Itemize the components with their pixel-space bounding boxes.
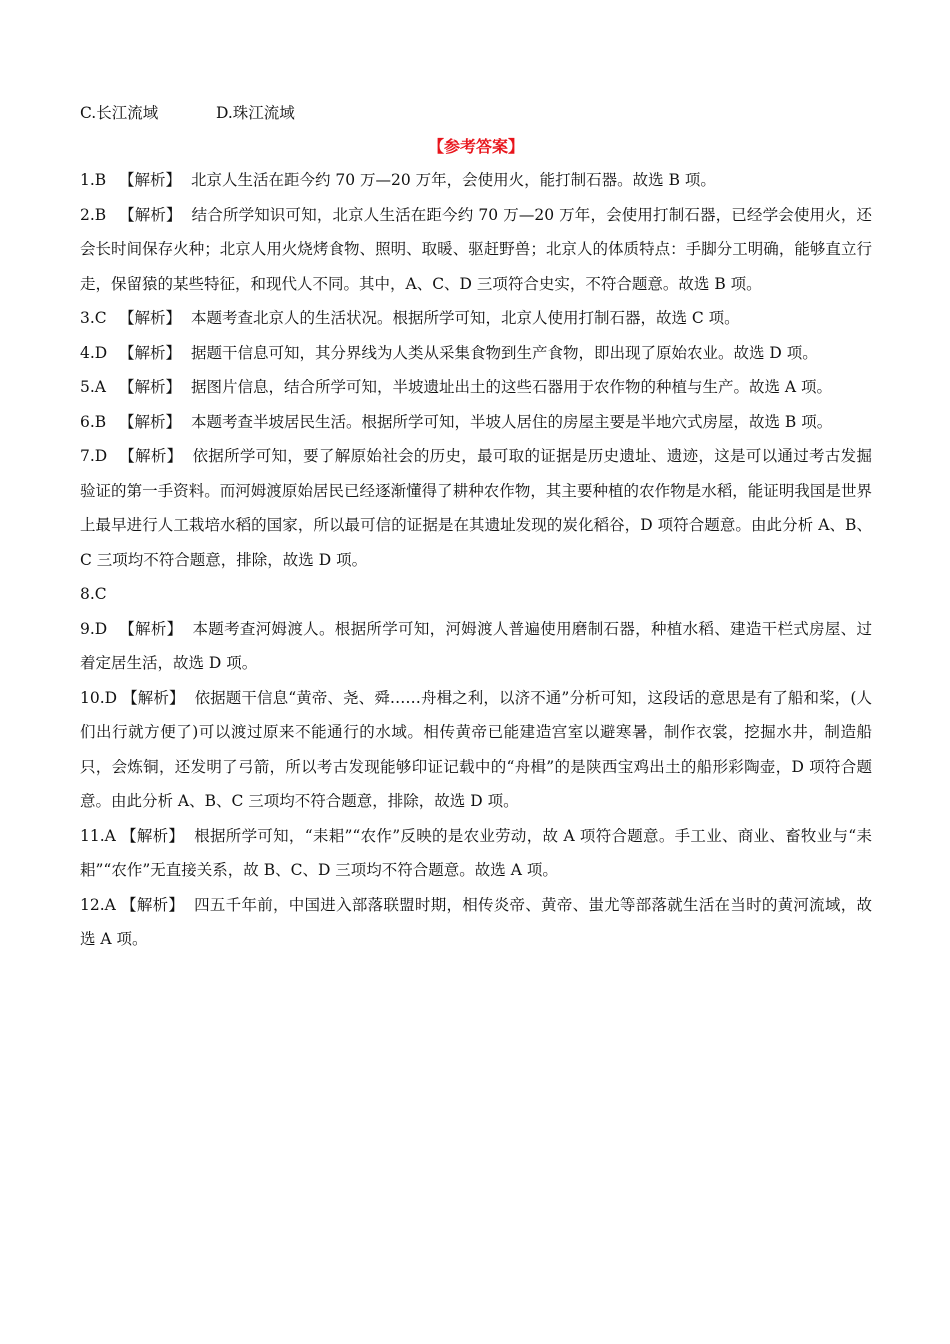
answer-number: 8.C (80, 585, 107, 603)
analysis-tag: 【解析】 (118, 343, 181, 362)
document-page (80, 100, 872, 957)
answer-number: 6.B (80, 412, 107, 431)
answer-number: 9.D (80, 619, 108, 638)
answer-text: 本题考查半坡居民生活。根据所学可知，半坡人居住的房屋主要是半地穴式房屋，故选 B 项。 (190, 412, 833, 431)
answer-text: 依据题干信息“黄帝、尧、舜……舟楫之利，以济不通”分析可知，这段话的意思是有了船和桨，(人们出行就方便了)可以渡过原来不能通行的水域。相传黄帝已能建造宫室以避寒暑，制作衣裳，挖掘水井，制造船只，会炼铜，还发明了弓箭，所以考古发现能够印证记载中的“舟楫”的是陕西宝鸡出土的船形彩陶壶，D 项符合题意。由此分析 A、B、C 三项均不符合题意，排除，故选 D 项。 (80, 688, 872, 810)
answer-text: 本题考查河姆渡人。根据所学可知，河姆渡人普遍使用磨制石器，种植水稻、建造干栏式房屋、过着定居生活，故选 D 项。 (80, 619, 872, 672)
answer-text: 结合所学知识可知，北京人生活在距今约 70 万—20 万年，会使用打制石器，已经学会使用火，还会长时间保存火种；北京人用火烧烤食物、照明、取暖、驱赶野兽；北京人的体质特点：手脚分工明确，能够直立行走，保留猿的某些特征，和现代人不同。其中，A、C、D 三项符合史实，不符合题意。故选 B 项。 (80, 205, 872, 293)
analysis-tag: 【解析】 (118, 412, 181, 431)
answer-list (80, 163, 872, 957)
answer-item (80, 405, 872, 440)
answer-number: 5.A (80, 378, 106, 396)
answer-text: 据题干信息可知，其分界线为人类从采集食物到生产食物，即出现了原始农业。故选 D 项。 (190, 343, 818, 362)
answer-item (80, 163, 872, 198)
answer-text: 北京人生活在距今约 70 万—20 万年，会使用火，能打制石器。故选 B 项。 (190, 171, 716, 189)
analysis-tag: 【解析】 (118, 171, 181, 189)
answer-text: 依据所学可知，要了解原始社会的历史，最可取的证据是历史遗址、遗迹，这是可以通过考古发掘验证的第一手资料。而河姆渡原始居民已经逐渐懂得了耕种农作物，其主要种植的农作物是水稻，能证明我国是世界上最早进行人工栽培水稻的国家，所以最可信的证据是在其遗址发现的炭化稻谷，D 项符合题意。由此分析 A、B、C 三项均不符合题意，排除，故选 D 项。 (80, 447, 872, 569)
analysis-tag: 【解析】 (121, 895, 185, 914)
answer-number: 4.D (80, 343, 108, 362)
analysis-tag: 【解析】 (119, 447, 183, 465)
analysis-tag: 【解析】 (119, 619, 183, 638)
answer-section-title: 【参考答案】 (427, 137, 524, 156)
answer-number: 3.C (80, 309, 107, 327)
answer-text: 四五千年前，中国进入部落联盟时期，相传炎帝、黄帝、蚩尤等部落就生活在当时的黄河流域，故选 A 项。 (80, 895, 872, 948)
answer-text: 据图片信息，结合所学可知，半坡遗址出土的这些石器用于农作物的种植与生产。故选 A 项。 (190, 378, 833, 396)
analysis-tag: 【解析】 (118, 309, 181, 327)
answer-number: 12.A (80, 895, 116, 914)
answer-item (80, 577, 872, 612)
answer-text: 本题考查北京人的生活状况。根据所学可知，北京人使用打制石器，故选 C 项。 (190, 309, 740, 327)
analysis-tag: 【解析】 (119, 205, 182, 224)
answer-item (80, 681, 872, 819)
answer-item (80, 301, 872, 336)
answer-number: 11.A (80, 826, 116, 845)
analysis-tag: 【解析】 (118, 378, 181, 396)
answer-number: 1.B (80, 171, 107, 189)
answer-item (80, 439, 872, 577)
answer-number: 7.D (80, 447, 108, 465)
analysis-tag: 【解析】 (122, 688, 185, 707)
answer-item (80, 336, 872, 371)
answer-text: 根据所学可知，“耒耜”“农作”反映的是农业劳动，故 A 项符合题意。手工业、商业、畜牧业与“耒耜”“农作”无直接关系，故 B、C、D 三项均不符合题意。故选 A 项。 (80, 826, 872, 879)
answer-number: 10.D (80, 688, 118, 707)
option-d: D.珠江流域 (216, 104, 295, 122)
leading-options (80, 100, 872, 126)
answer-item (80, 612, 872, 681)
answer-item (80, 370, 872, 405)
answer-item (80, 198, 872, 302)
answer-item (80, 888, 872, 957)
answer-item (80, 819, 872, 888)
answer-number: 2.B (80, 205, 107, 224)
analysis-tag: 【解析】 (121, 826, 185, 845)
option-c: C.长江流域 (80, 104, 159, 122)
